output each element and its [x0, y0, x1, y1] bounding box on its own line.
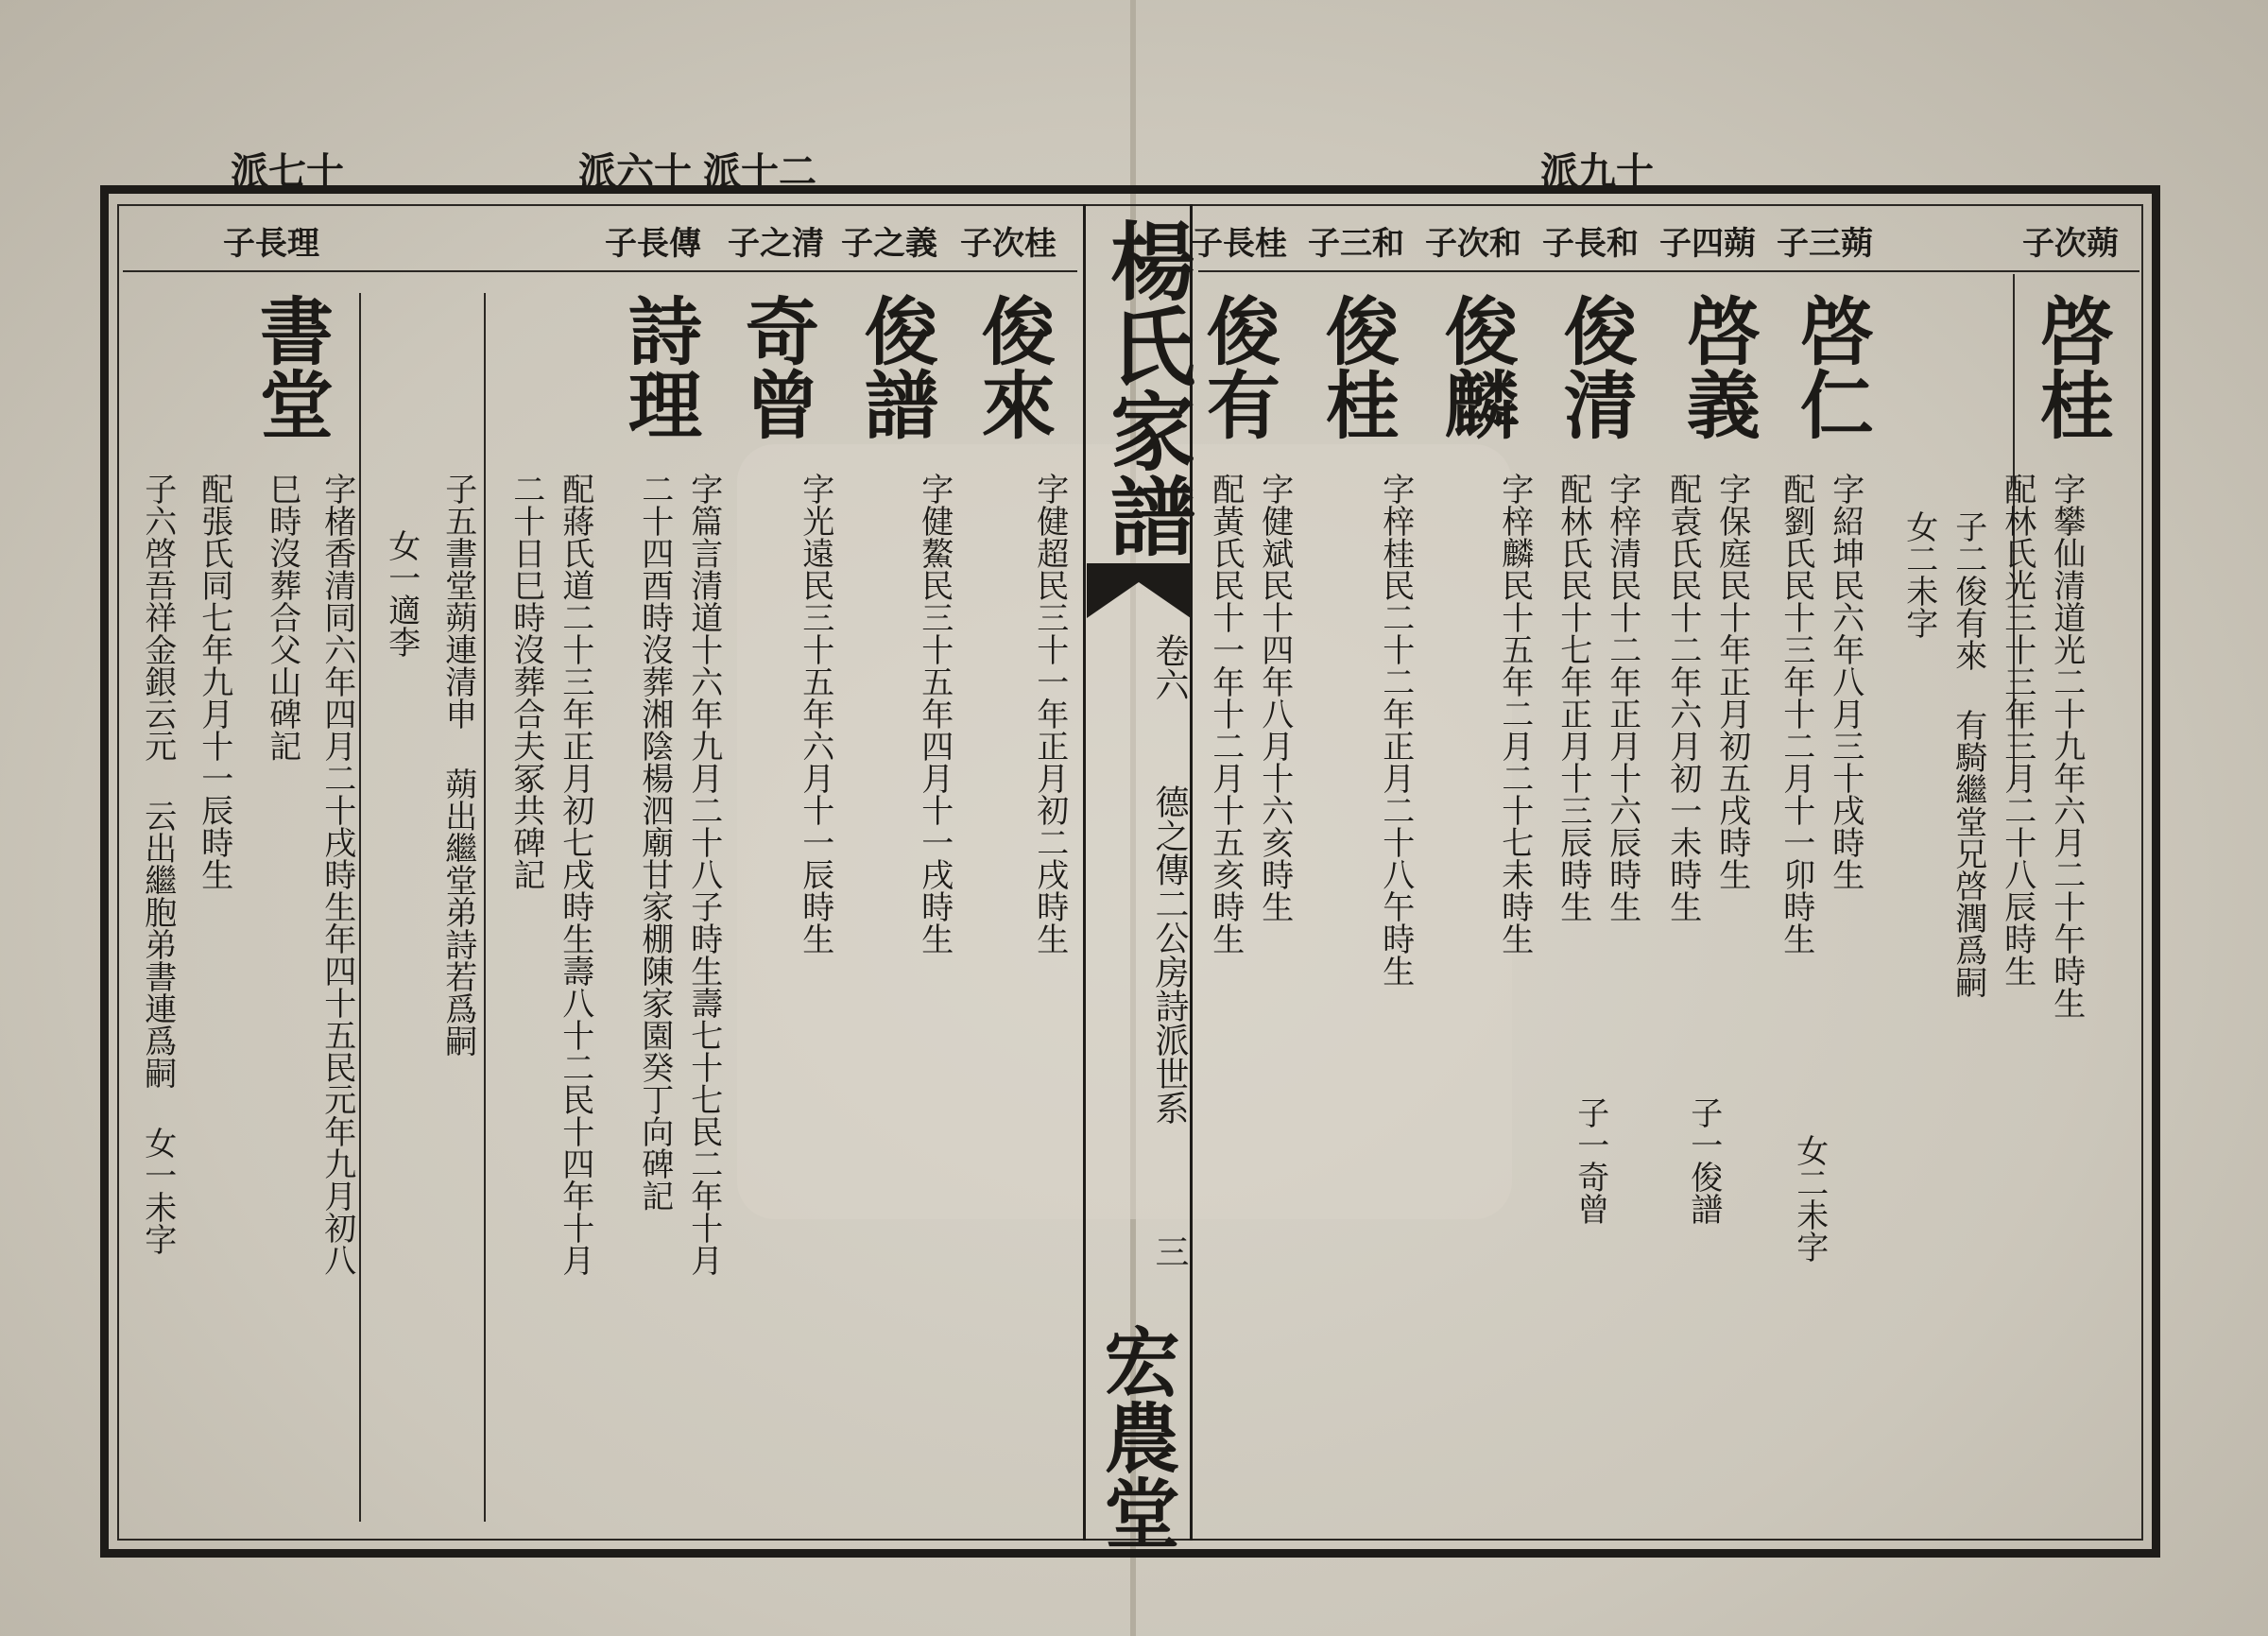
- relation-label: 和三子: [1308, 225, 1404, 263]
- relation-label: 理長子: [223, 225, 319, 263]
- person-name: 俊桂: [1313, 293, 1400, 440]
- bio-line: 女一適李: [382, 529, 421, 658]
- relation-label: 傳長子: [605, 225, 701, 263]
- column-rule-2: [484, 293, 486, 1522]
- bio-line: 字光遠民三十五年六月十一辰時生: [796, 473, 834, 955]
- relation-label: 蒴四子: [1659, 225, 1756, 263]
- bio-line: 女二未字: [1899, 510, 1938, 639]
- relation-rule-left: [123, 270, 1077, 272]
- bio-line: 二十日巳時沒葬合夫冢共碑記: [507, 473, 545, 890]
- relation-label: 桂長子: [1191, 225, 1287, 263]
- person-name: 詩理: [615, 293, 702, 440]
- bio-line: 配林氏民十七年正月十三辰時生: [1554, 473, 1592, 922]
- relation-label: 義之子: [841, 225, 937, 263]
- bio-line: 子五書堂蒴連清申 蒴出繼堂弟詩若爲嗣: [438, 473, 477, 1057]
- person-name: 俊麟: [1432, 293, 1519, 440]
- bio-line: 子一俊譜: [1684, 1096, 1723, 1225]
- person-name: 俊譜: [851, 293, 938, 440]
- bio-line: 字梓清民十二年正月十六辰時生: [1603, 473, 1641, 922]
- person-name: 書堂: [247, 293, 334, 440]
- bio-line: 字梓桂民二十二年正月二十八午時生: [1376, 473, 1415, 987]
- generation-label-16: 十六派: [578, 149, 692, 194]
- bio-line: 字健超民三十一年正月初二戌時生: [1030, 473, 1069, 955]
- hall-name: 宏農堂: [1091, 1323, 1180, 1550]
- bio-line: 子六啓吾祥金銀云元 云出繼胞弟書連爲嗣 女一未字: [138, 473, 177, 1255]
- relation-label: 清之子: [728, 225, 824, 263]
- person-name: 俊清: [1551, 293, 1638, 440]
- person-name: 啓仁: [1787, 293, 1874, 440]
- bio-line: 配蔣氏道二十三年正月初七戌時生壽八十二民十四年十月: [556, 473, 594, 1276]
- volume-label: 卷六: [1150, 633, 1189, 701]
- person-name: 俊有: [1194, 293, 1280, 440]
- bio-line: 字篇言清道十六年九月二十八子時生壽七十七民二年十月: [684, 473, 723, 1276]
- bio-line: 配林氏光三十三年三月二十八辰時生: [1998, 473, 2036, 987]
- bio-line: 配袁氏民十二年六月初一未時生: [1663, 473, 1702, 922]
- book-title: 楊氏家譜: [1095, 217, 1195, 558]
- bio-line: 子一奇曾: [1571, 1096, 1609, 1225]
- bio-line: 字健斌民十四年八月十六亥時生: [1255, 473, 1294, 922]
- bio-line: 字紹坤民六年八月三十戌時生: [1826, 473, 1864, 890]
- relation-label: 桂次子: [960, 225, 1057, 263]
- generation-label-19: 十九派: [1540, 149, 1654, 194]
- bio-line: 字楮香清同六年四月二十戌時生年四十五民元年九月初八: [318, 473, 356, 1276]
- bio-line: 字攀仙清道光二十九年六月二十午時生: [2047, 473, 2086, 1019]
- generation-label-20: 二十派: [703, 149, 816, 194]
- bio-line: 子二俊有來 有騎繼堂兄啓潤爲嗣: [1949, 510, 1987, 998]
- relation-rule-right: [1198, 270, 2139, 272]
- bio-line: 配黃氏民十一年十二月十五亥時生: [1206, 473, 1245, 955]
- relation-label: 蒴次子: [2022, 225, 2119, 263]
- bio-line: 字健鰲民三十五年四月十一戌時生: [915, 473, 954, 955]
- person-name: 啓義: [1674, 293, 1761, 440]
- generation-label-17: 十七派: [231, 149, 344, 194]
- relation-label: 和長子: [1542, 225, 1639, 263]
- bio-line: 巳時沒葬合父山碑記: [263, 473, 301, 762]
- relation-label: 和次子: [1425, 225, 1521, 263]
- bio-line: 字梓麟民十五年二月二十七未時生: [1495, 473, 1534, 955]
- person-name: 啓桂: [2027, 293, 2114, 440]
- person-name: 奇曾: [732, 293, 819, 440]
- fishtail-mark: [1087, 563, 1191, 618]
- person-name: 俊來: [969, 293, 1056, 440]
- page-number: 三: [1150, 1234, 1189, 1268]
- bio-line: 配張氏同七年九月十一辰時生: [195, 473, 233, 890]
- relation-label: 蒴三子: [1777, 225, 1873, 263]
- bio-line: 字保庭民十年正月初五戌時生: [1712, 473, 1751, 890]
- bio-line: 二十四酉時沒葬湘陰楊泗廟甘家棚陳家園癸丁向碑記: [635, 473, 674, 1212]
- bio-line: 配劉氏民十三年十二月十一卯時生: [1777, 473, 1815, 955]
- bio-line: 女二未字: [1790, 1134, 1829, 1263]
- section-label: 德之傳二公房詩派世系: [1150, 784, 1189, 1125]
